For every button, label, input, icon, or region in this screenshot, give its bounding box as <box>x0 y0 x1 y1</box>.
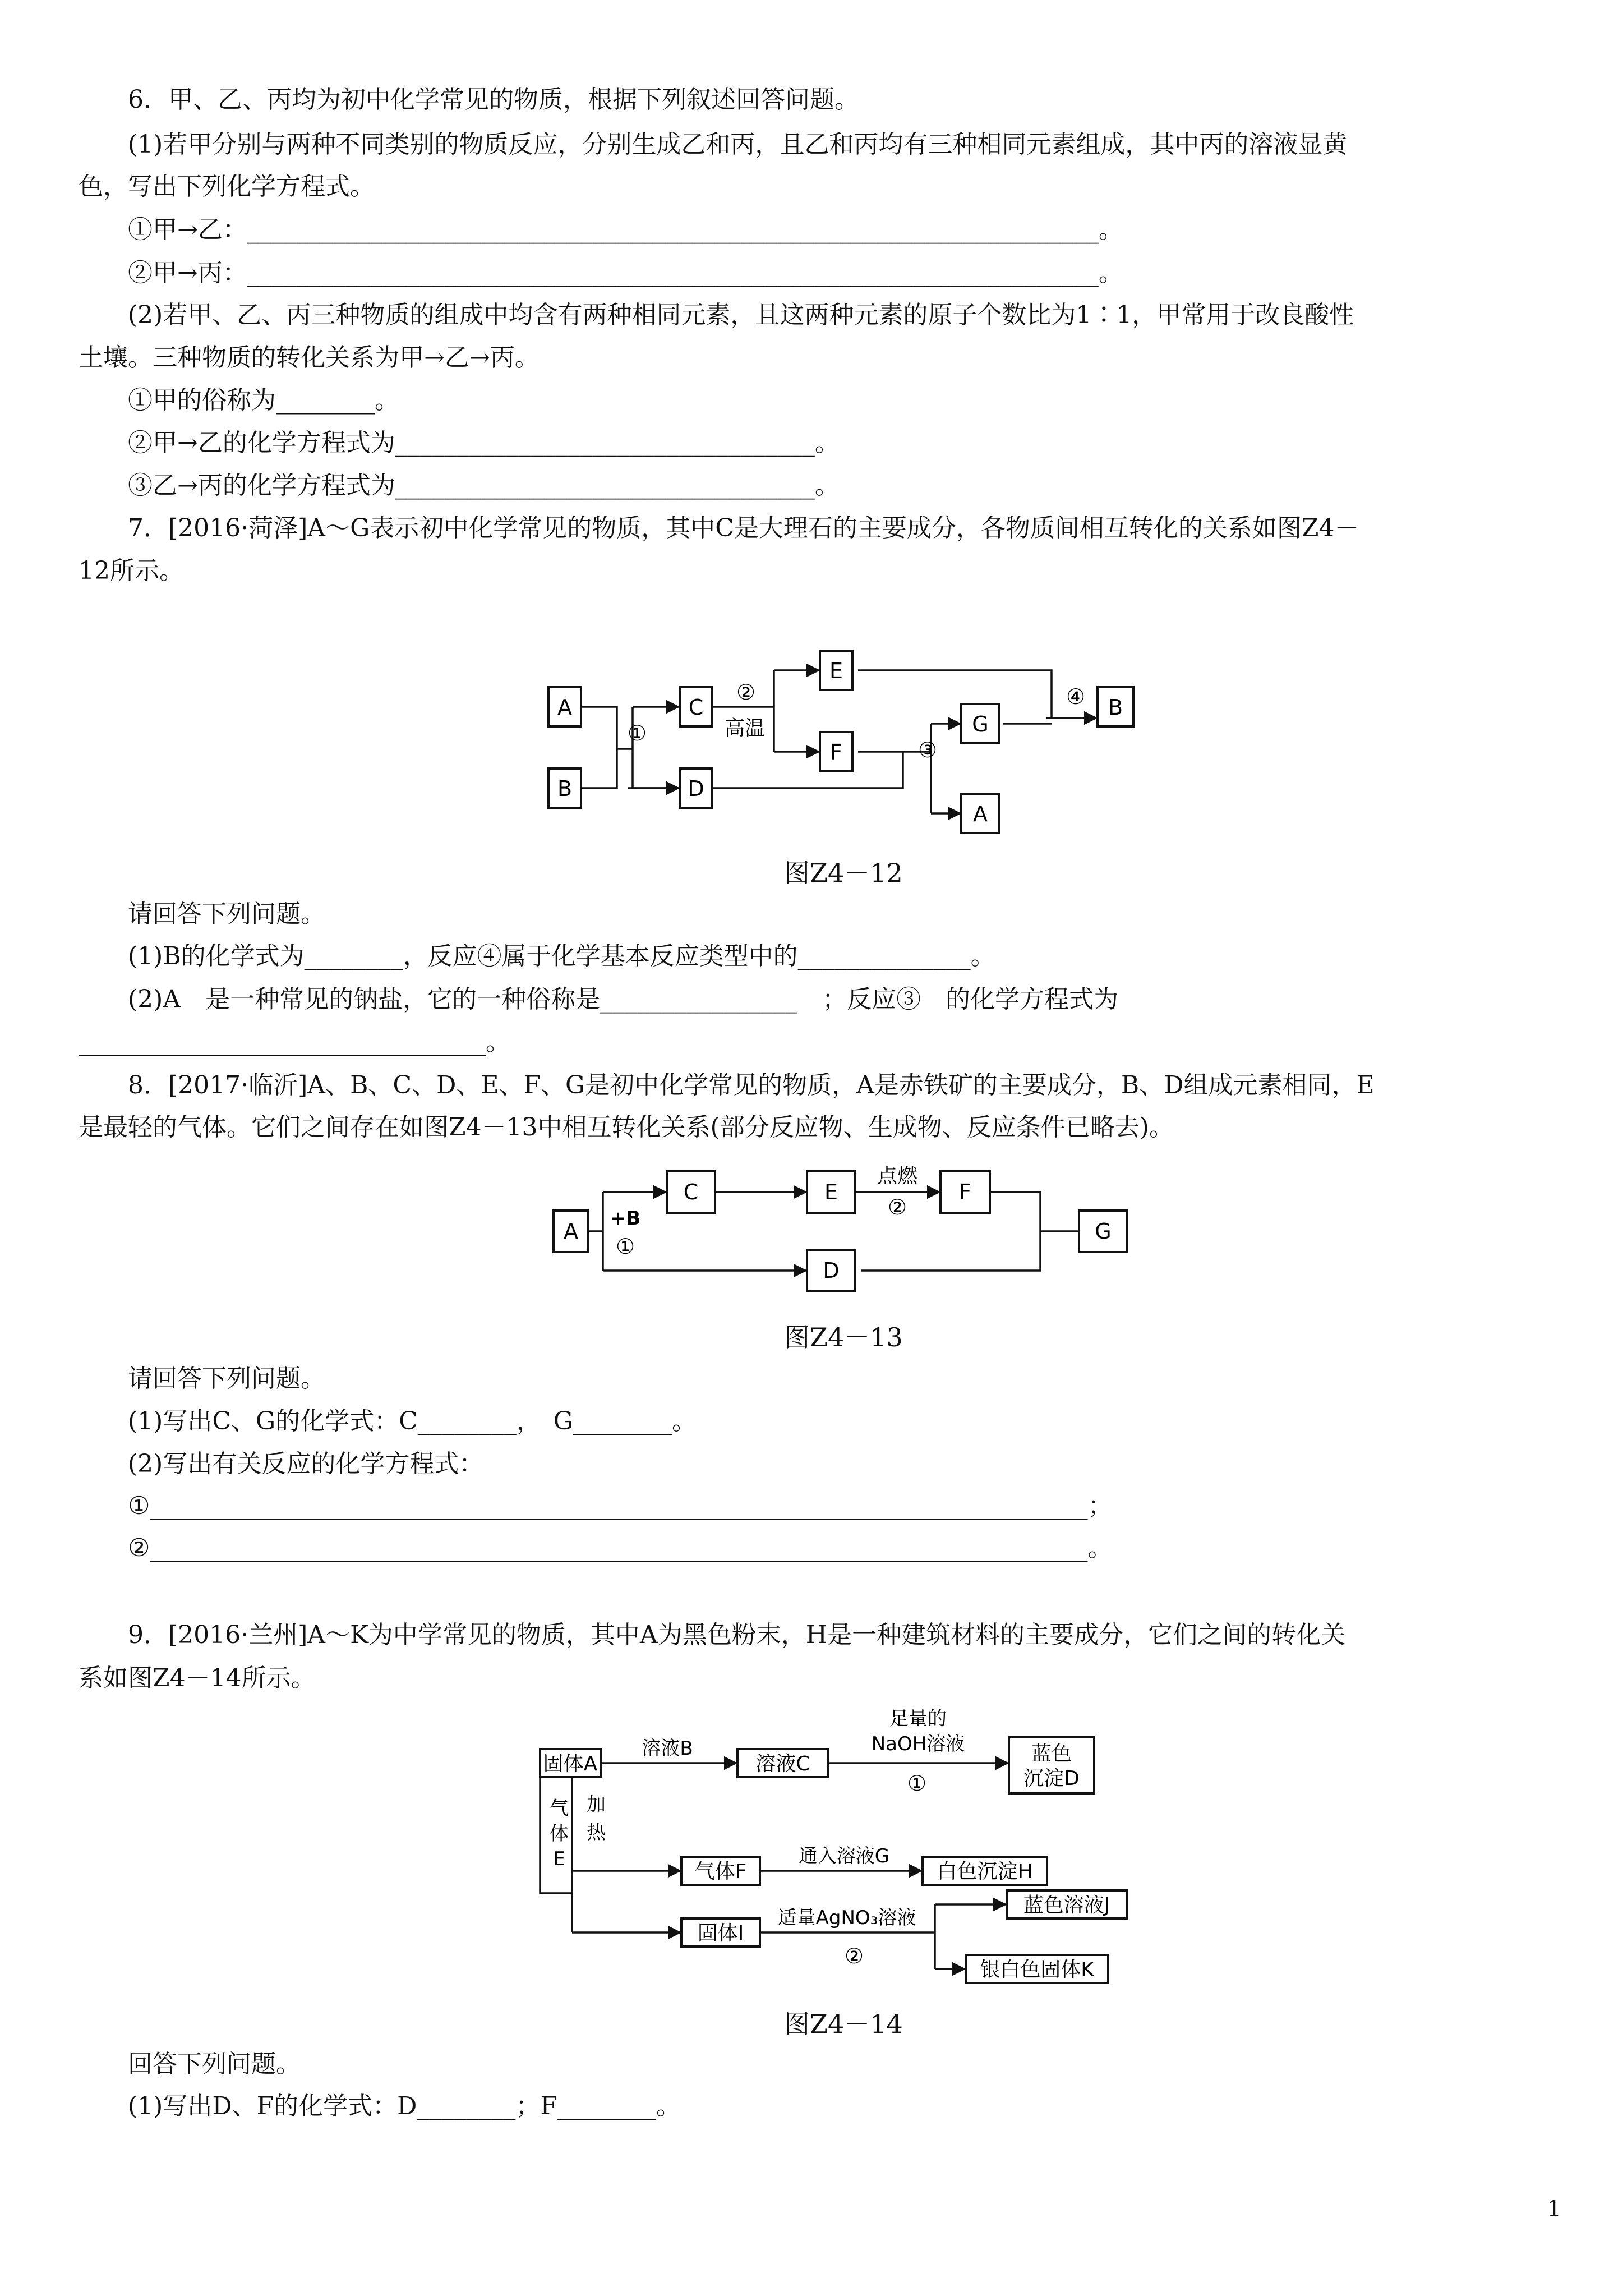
q9-prompt: 回答下列问题。 <box>128 2050 301 2078</box>
reaction-1-label: ① <box>627 721 647 746</box>
figure-z4-12 <box>538 631 1155 847</box>
solid-i-label: 固体I <box>697 1922 744 1945</box>
node-c-label: C <box>683 1180 699 1204</box>
reagent-plus-b: +B <box>610 1207 641 1230</box>
node-e-label: E <box>829 659 843 683</box>
condition-heat-1: 加 <box>587 1793 606 1816</box>
q6-part2-blank-3: ③乙→丙的化学方程式为__________________________________。 <box>128 471 840 500</box>
node-d-label: D <box>823 1258 840 1283</box>
q8-part1: (1)写出C、G的化学式：C________， G________。 <box>128 1407 697 1435</box>
reaction-4-label: ④ <box>1066 684 1086 709</box>
figure-z4-12-caption: 图Z4－12 <box>784 858 903 888</box>
q8-part2: (2)写出有关反应的化学方程式： <box>128 1450 484 1478</box>
q9-part1: (1)写出D、F的化学式：D________；F________。 <box>128 2092 681 2120</box>
node-d-label: D <box>688 776 704 801</box>
q9-stem: 9．[2016·兰州]A～K为中学常见的物质，其中A为黑色粉末，H是一种建筑材料的主要成分，它们之间的转化关 <box>128 1621 1346 1649</box>
reaction-3-label: ③ <box>917 738 938 762</box>
figure-z4-13 <box>547 1158 1141 1304</box>
q8-stem: 8．[2017·临沂]A、B、C、D、E、F、G是初中化学常见的物质，A是赤铁矿的主要成分，B、D组成元素相同，E <box>128 1071 1375 1099</box>
precipitate-d-label-1: 蓝色 <box>1031 1742 1072 1765</box>
node-f-label: F <box>830 740 842 765</box>
q7-stem: 7．[2016·菏泽]A～G表示初中化学常见的物质，其中C是大理石的主要成分，各物质间相互转化的关系如图Z4－ <box>128 514 1359 542</box>
q6-part1-text: (1)若甲分别与两种不同类别的物质反应，分别生成乙和丙，且乙和丙均有三种相同元素组成，其中丙的溶液显黄 <box>128 130 1348 159</box>
figure-z4-14-caption: 图Z4－14 <box>784 2009 903 2039</box>
q6-part1-text-cont: 色，写出下列化学方程式。 <box>79 172 375 201</box>
page-number: 1 <box>1547 2196 1561 2222</box>
q6-part2-text-cont: 土壤。三种物质的转化关系为甲→乙→丙。 <box>79 343 540 372</box>
condition-heat-2: 热 <box>587 1821 606 1844</box>
node-e-label: E <box>824 1180 838 1204</box>
precipitate-h-label: 白色沉淀H <box>937 1860 1033 1883</box>
node-b-label: B <box>557 776 573 801</box>
q8-part2-blank-1: ①____________________________________________________________________________； <box>128 1492 1113 1520</box>
q9-stem-cont: 系如图Z4－14所示。 <box>79 1664 316 1692</box>
reagent-solution-g: 通入溶液G <box>798 1845 890 1867</box>
solid-a-label: 固体A <box>543 1752 598 1775</box>
q6-part1-blank-2: ②甲→丙：_____________________________________________________________________。 <box>128 259 1123 287</box>
gas-e-label-2: 体 <box>550 1823 569 1845</box>
q8-stem-cont: 是最轻的气体。它们之间存在如图Z4－13中相互转化关系(部分反应物、生成物、反应条件已略去)。 <box>79 1113 1174 1142</box>
precipitate-d-label-2: 沉淀D <box>1023 1767 1080 1790</box>
q7-part2-blank: _________________________________。 <box>79 1028 510 1056</box>
q6-stem: 6．甲、乙、丙均为初中化学常见的物质，根据下列叙述回答问题。 <box>128 85 859 114</box>
q7-prompt: 请回答下列问题。 <box>128 900 325 928</box>
reaction-2-label: ② <box>887 1195 907 1220</box>
gas-e-label-3: E <box>553 1848 565 1870</box>
figure-z4-14 <box>530 1705 1147 1997</box>
gas-f-label: 气体F <box>694 1860 747 1883</box>
node-f-label: F <box>959 1180 971 1204</box>
q7-part2: (2)A 是一种常见的钠盐，它的一种俗称是________________ ；反应③ 的化学方程式为 <box>128 985 1119 1014</box>
node-g-label: G <box>1095 1219 1112 1244</box>
q8-prompt: 请回答下列问题。 <box>128 1364 325 1393</box>
reagent-solution-b: 溶液B <box>642 1737 693 1760</box>
condition-ignite: 点燃 <box>877 1165 918 1188</box>
solid-k-label: 银白色固体K <box>980 1958 1094 1981</box>
node-c-label: C <box>688 695 704 720</box>
reaction-1-label: ① <box>907 1771 927 1796</box>
reaction-2-label: ② <box>736 680 756 705</box>
q6-part1-blank-1: ①甲→乙：_____________________________________________________________________。 <box>128 215 1123 244</box>
reaction-1-label: ① <box>615 1234 635 1259</box>
solution-j-label: 蓝色溶液J <box>1023 1894 1110 1917</box>
figure-z4-13-caption: 图Z4－13 <box>784 1322 903 1352</box>
q6-part2-text: (2)若甲、乙、丙三种物质的组成中均含有两种相同元素，且这两种元素的原子个数比为1∶1，甲常用于改良酸性 <box>128 301 1354 329</box>
node-a-label: A <box>557 695 572 720</box>
gas-e-label-1: 气 <box>550 1797 569 1820</box>
q8-part2-blank-2: ②____________________________________________________________________________。 <box>128 1534 1113 1562</box>
q6-part2-blank-1: ①甲的俗称为________。 <box>128 386 399 415</box>
q7-part1: (1)B的化学式为________，反应④属于化学基本反应类型中的______________。 <box>128 942 995 970</box>
solution-c-label: 溶液C <box>755 1752 810 1775</box>
node-a-label: A <box>564 1219 578 1244</box>
condition-high-temp: 高温 <box>724 717 766 740</box>
node-b2-label: B <box>1108 695 1123 720</box>
q7-stem-cont: 12所示。 <box>79 556 184 585</box>
reaction-2-label: ② <box>844 1944 864 1968</box>
reagent-excess-label: 足量的 <box>889 1708 947 1730</box>
q6-part2-blank-2: ②甲→乙的化学方程式为__________________________________。 <box>128 429 840 457</box>
reagent-agno3: 适量AgNO₃溶液 <box>777 1907 916 1929</box>
node-a2-label: A <box>973 802 988 826</box>
reagent-naoh: NaOH溶液 <box>871 1733 965 1755</box>
node-g-label: G <box>972 712 989 737</box>
